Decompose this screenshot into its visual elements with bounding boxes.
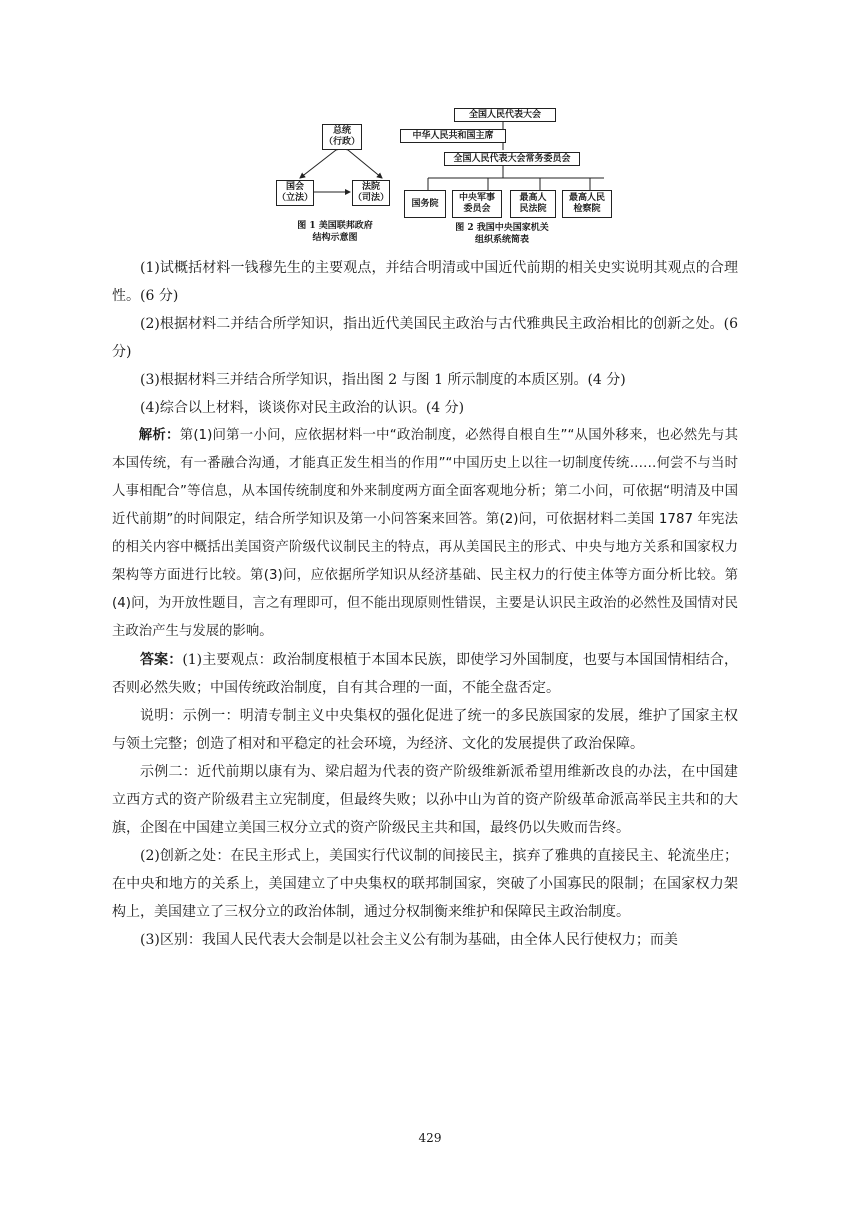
figure-2-caption: 图 2 我国中央国家机关 组织系统简表 xyxy=(455,223,549,245)
answer-3: (3)区别：我国人民代表大会制是以社会主义公有制为基础，由全体人民行使权力；而美 xyxy=(140,932,678,948)
military-commission-box: 中央军事 委员会 xyxy=(452,190,502,218)
answer-label: 答案： xyxy=(140,652,183,668)
analysis-label: 解析： xyxy=(138,428,180,443)
question-1: (1)试概括材料一钱穆先生的主要观点，并结合明清或中国近代前期的相关史实说明其观点的合理性。(6 分) xyxy=(112,260,738,304)
state-council-box: 国务院 xyxy=(404,190,446,218)
document-body xyxy=(112,254,738,954)
example-2: 示例二：近代前期以康有为、梁启超为代表的资产阶级维新派希望用维新改良的办法，在中国建立西方式的资产阶级君主立宪制度，但最终失败；以孙中山为首的资产阶级革命派高举民主共和的大旗，企图在中国建立美国三权分立式的资产阶级民主共和国，最终仍以失败而告终。 xyxy=(112,764,738,836)
question-2: (2)根据材料二并结合所学知识，指出近代美国民主政治与古代雅典民主政治相比的创新之处。(6 分) xyxy=(112,316,738,360)
analysis-paragraph xyxy=(112,422,738,646)
answer-1 xyxy=(112,646,738,702)
court-box: 法院 （司法） xyxy=(352,180,390,206)
analysis-text: 第(1)问第一小问，应依据材料一中“政治制度，必然得自根自生”“从国外移来，也必然先与其本国传统，有一番融合沟通，才能真正发生相当的作用”“中国历史上以往一切制度传统……何尝不与当时人事相配合”等信息，从本国传统制度和外来制度两方面全面客观地分析；第二小问，可依据“明清及中国近代前期”的时间限定，结合所学知识及第一小问答案来回答。第(2)问，可依据材料二美国 1787 年宪法的相关内容中概括出美国资产阶级代议制民主的特点，再从美国民主的形式、中央与地方关系和国家权力架构等方面进行比较。第(3)问，应依据所学知识从经济基础、民主权力的行使主体等方面分析比较。第(4)问，为开放性题目，言之有理即可，但不能出现原则性错误，主要是认识民主政治的必然性及国情对民主政治产生与发展的影响。 xyxy=(112,428,739,639)
page-number: 429 xyxy=(418,1131,442,1145)
question-4: (4)综合以上材料，谈谈你对民主政治的认识。(4 分) xyxy=(140,400,465,416)
example-1: 说明：示例一：明清专制主义中央集权的强化促进了统一的多民族国家的发展，维护了国家主权与领土完整；创造了相对和平稳定的社会环境，为经济、文化的发展提供了政治保障。 xyxy=(112,708,738,752)
figures-area xyxy=(270,106,630,248)
supreme-court-box: 最高人 民法院 xyxy=(510,190,556,218)
standing-committee-box: 全国人民代表大会常务委员会 xyxy=(444,152,580,166)
procuratorate-box: 最高人民 检察院 xyxy=(562,190,612,218)
figure-2-china-government xyxy=(396,106,614,248)
npc-box: 全国人民代表大会 xyxy=(454,108,556,122)
question-3: (3)根据材料三并结合所学知识，指出图 2 与图 1 所示制度的本质区别。(4 分) xyxy=(140,372,626,388)
president-box: 总统 （行政） xyxy=(322,124,362,150)
answer-1-text: (1)主要观点：政治制度根植于本国本民族，即使学习外国制度，也要与本国国情相结合，否则必然失败；中国传统政治制度，自有其合理的一面，不能全盘否定。 xyxy=(112,652,738,696)
figure-1-caption: 图 1 美国联邦政府 结构示意图 xyxy=(297,221,373,243)
chairman-box: 中华人民共和国主席 xyxy=(400,129,506,143)
answer-2: (2)创新之处：在民主形式上，美国实行代议制的间接民主，摈弃了雅典的直接民主、轮流坐庄；在中央和地方的关系上，美国建立了中央集权的联邦制国家，突破了小国寡民的限制；在国家权力架构上，美国建立了三权分立的政治体制，通过分权制衡来维护和保障民主政治制度。 xyxy=(112,848,738,920)
congress-box: 国会 （立法） xyxy=(276,180,314,206)
